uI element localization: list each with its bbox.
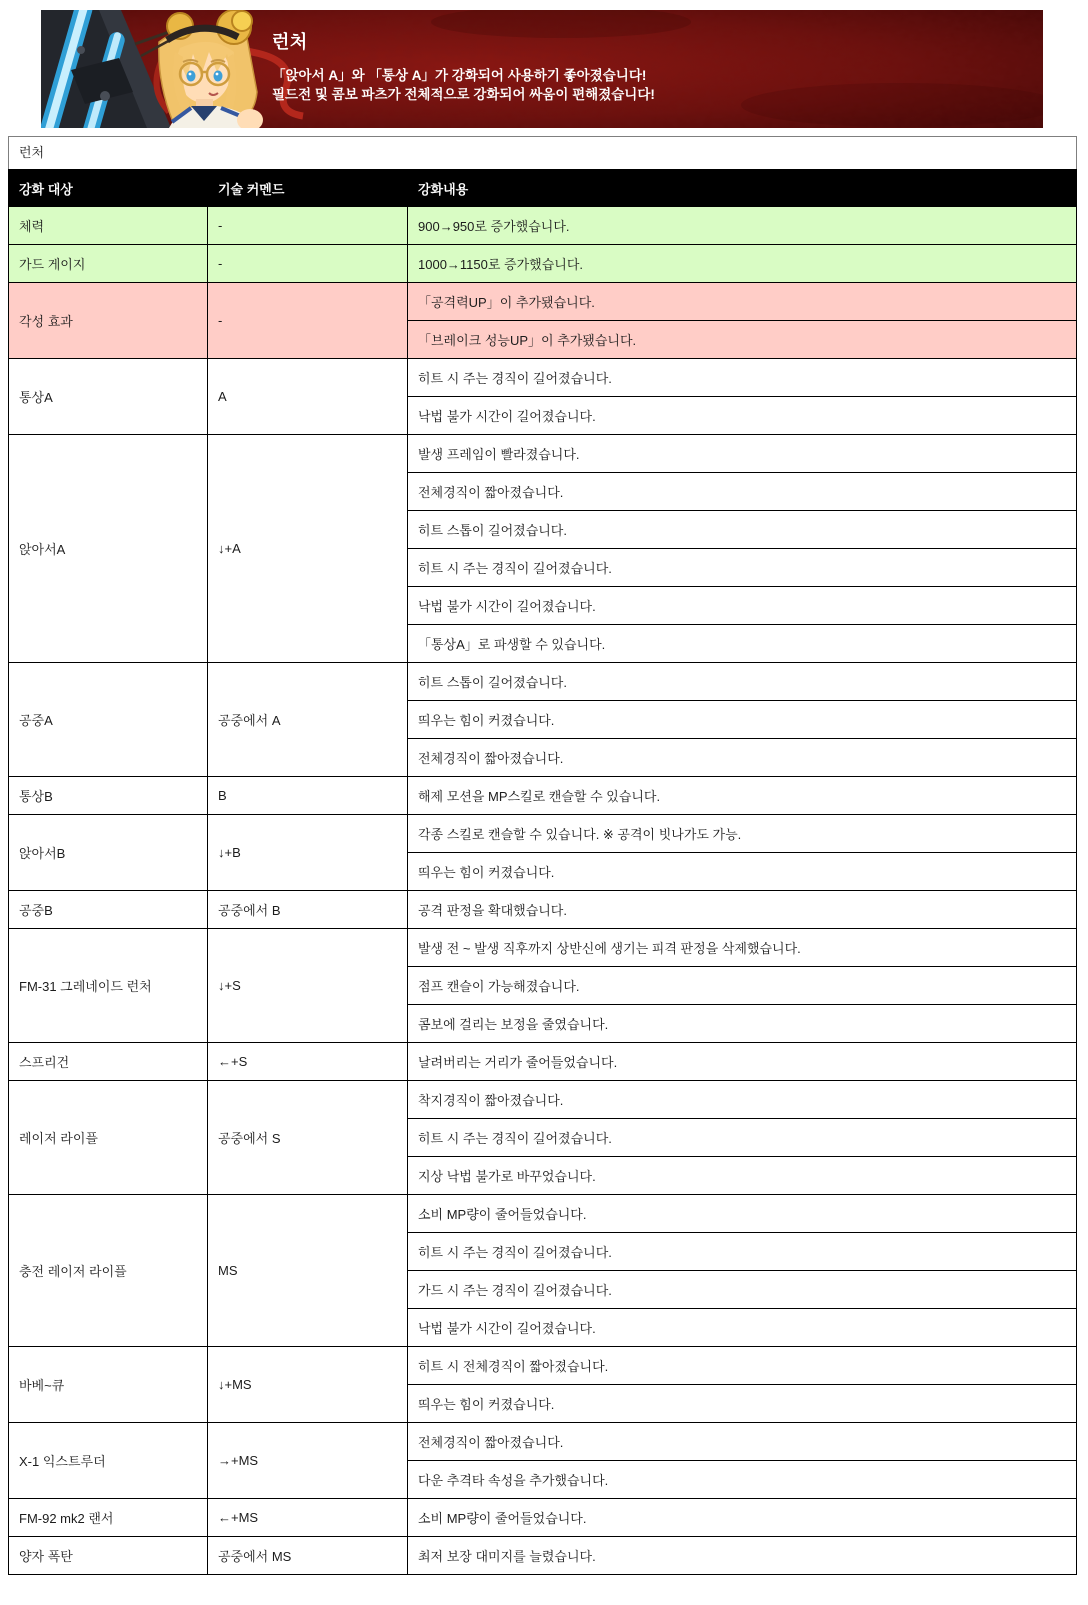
effect-cell: 900→950로 증가했습니다. (408, 207, 1077, 245)
target-cell: 통상A (9, 359, 208, 435)
target-cell: 공중B (9, 891, 208, 929)
effect-cell: 점프 캔슬이 가능해졌습니다. (408, 967, 1077, 1005)
table-row (9, 1195, 1077, 1233)
effect-cell: 낙법 불가 시간이 길어졌습니다. (408, 1309, 1077, 1347)
effect-cell: 다운 추격타 속성을 추가했습니다. (408, 1461, 1077, 1499)
target-cell: 바베~큐 (9, 1347, 208, 1423)
target-cell: 레이저 라이플 (9, 1081, 208, 1195)
effect-cell: 히트 시 전체경직이 짧아졌습니다. (408, 1347, 1077, 1385)
command-cell: ←+S (208, 1043, 408, 1081)
command-cell: ↓+B (208, 815, 408, 891)
command-cell: 공중에서 MS (208, 1537, 408, 1575)
effect-cell: 히트 시 주는 경직이 길어졌습니다. (408, 1233, 1077, 1271)
effect-cell: 각종 스킬로 캔슬할 수 있습니다. ※ 공격이 빗나가도 가능. (408, 815, 1077, 853)
effect-cell: 소비 MP량이 줄어들었습니다. (408, 1499, 1077, 1537)
effect-cell: 히트 스톱이 길어졌습니다. (408, 663, 1077, 701)
target-cell: 스프리건 (9, 1043, 208, 1081)
table-row (9, 1347, 1077, 1385)
effect-cell: 최저 보장 대미지를 늘렸습니다. (408, 1537, 1077, 1575)
command-cell: - (208, 283, 408, 359)
command-cell: - (208, 207, 408, 245)
effect-cell: 지상 낙법 불가로 바꾸었습니다. (408, 1157, 1077, 1195)
effect-cell: 「통상A」로 파생할 수 있습니다. (408, 625, 1077, 663)
target-cell: FM-92 mk2 랜서 (9, 1499, 208, 1537)
table-row (9, 929, 1077, 967)
command-cell: - (208, 245, 408, 283)
table-row (9, 1423, 1077, 1461)
effect-cell: 착지경직이 짧아졌습니다. (408, 1081, 1077, 1119)
table-row (9, 245, 1077, 283)
effect-cell: 「브레이크 성능UP」이 추가됐습니다. (408, 321, 1077, 359)
effect-cell: 히트 시 주는 경직이 길어졌습니다. (408, 359, 1077, 397)
effect-cell: 소비 MP량이 줄어들었습니다. (408, 1195, 1077, 1233)
effect-cell: 1000→1150로 증가했습니다. (408, 245, 1077, 283)
command-cell: ↓+S (208, 929, 408, 1043)
effect-cell: 히트 시 주는 경직이 길어졌습니다. (408, 549, 1077, 587)
command-cell: ←+MS (208, 1499, 408, 1537)
table-row (9, 815, 1077, 853)
command-cell: ↓+MS (208, 1347, 408, 1423)
command-cell: 공중에서 S (208, 1081, 408, 1195)
table-row (9, 663, 1077, 701)
banner-description-line1: 「앉아서 A」와 「통상 A」가 강화되어 사용하기 좋아졌습니다! (272, 68, 647, 83)
table-row (9, 1537, 1077, 1575)
table-row (9, 777, 1077, 815)
effect-cell: 전체경직이 짧아졌습니다. (408, 739, 1077, 777)
column-header-target: 강화 대상 (9, 170, 208, 207)
effect-cell: 콤보에 걸리는 보정을 줄였습니다. (408, 1005, 1077, 1043)
table-row (9, 1043, 1077, 1081)
effect-cell: 히트 스톱이 길어졌습니다. (408, 511, 1077, 549)
banner-title: 런처 (272, 32, 308, 52)
command-cell: 공중에서 B (208, 891, 408, 929)
effect-cell: 「공격력UP」이 추가됐습니다. (408, 283, 1077, 321)
table-row (9, 1499, 1077, 1537)
target-cell: 통상B (9, 777, 208, 815)
target-cell: 가드 게이지 (9, 245, 208, 283)
effect-cell: 전체경직이 짧아졌습니다. (408, 473, 1077, 511)
target-cell: 충전 레이저 라이플 (9, 1195, 208, 1347)
target-cell: X-1 익스트루더 (9, 1423, 208, 1499)
patch-table (8, 169, 1077, 1575)
effect-cell: 낙법 불가 시간이 길어졌습니다. (408, 397, 1077, 435)
header-row (9, 170, 1077, 207)
table-row (9, 207, 1077, 245)
effect-cell: 공격 판정을 확대했습니다. (408, 891, 1077, 929)
patch-notes-section (8, 136, 1077, 1575)
target-cell: 각성 효과 (9, 283, 208, 359)
command-cell: →+MS (208, 1423, 408, 1499)
table-row (9, 891, 1077, 929)
command-cell: ↓+A (208, 435, 408, 663)
target-cell: 공중A (9, 663, 208, 777)
patch-table-body (9, 207, 1077, 1575)
table-row (9, 1081, 1077, 1119)
effect-cell: 낙법 불가 시간이 길어졌습니다. (408, 587, 1077, 625)
table-title: 런처 (8, 136, 1077, 170)
command-cell: 공중에서 A (208, 663, 408, 777)
table-row (9, 283, 1077, 321)
target-cell: FM-31 그레네이드 런처 (9, 929, 208, 1043)
command-cell: B (208, 777, 408, 815)
effect-cell: 발생 전 ~ 발생 직후까지 상반신에 생기는 피격 판정을 삭제했습니다. (408, 929, 1077, 967)
effect-cell: 해제 모션을 MP스킬로 캔슬할 수 있습니다. (408, 777, 1077, 815)
character-banner (41, 10, 1043, 128)
target-cell: 체력 (9, 207, 208, 245)
banner-description-line2: 필드전 및 콤보 파츠가 전체적으로 강화되어 싸움이 편해졌습니다! (272, 87, 655, 102)
table-row (9, 435, 1077, 473)
command-cell: A (208, 359, 408, 435)
effect-cell: 전체경직이 짧아졌습니다. (408, 1423, 1077, 1461)
column-header-content: 강화내용 (408, 170, 1077, 207)
effect-cell: 띄우는 힘이 커졌습니다. (408, 853, 1077, 891)
effect-cell: 띄우는 힘이 커졌습니다. (408, 701, 1077, 739)
effect-cell: 발생 프레임이 빨라졌습니다. (408, 435, 1077, 473)
target-cell: 앉아서A (9, 435, 208, 663)
banner-text (272, 28, 655, 104)
table-row (9, 359, 1077, 397)
target-cell: 앉아서B (9, 815, 208, 891)
column-header-command: 기술 커멘드 (208, 170, 408, 207)
effect-cell: 히트 시 주는 경직이 길어졌습니다. (408, 1119, 1077, 1157)
effect-cell: 띄우는 힘이 커졌습니다. (408, 1385, 1077, 1423)
effect-cell: 날려버리는 거리가 줄어들었습니다. (408, 1043, 1077, 1081)
target-cell: 양자 폭탄 (9, 1537, 208, 1575)
effect-cell: 가드 시 주는 경직이 길어졌습니다. (408, 1271, 1077, 1309)
command-cell: MS (208, 1195, 408, 1347)
